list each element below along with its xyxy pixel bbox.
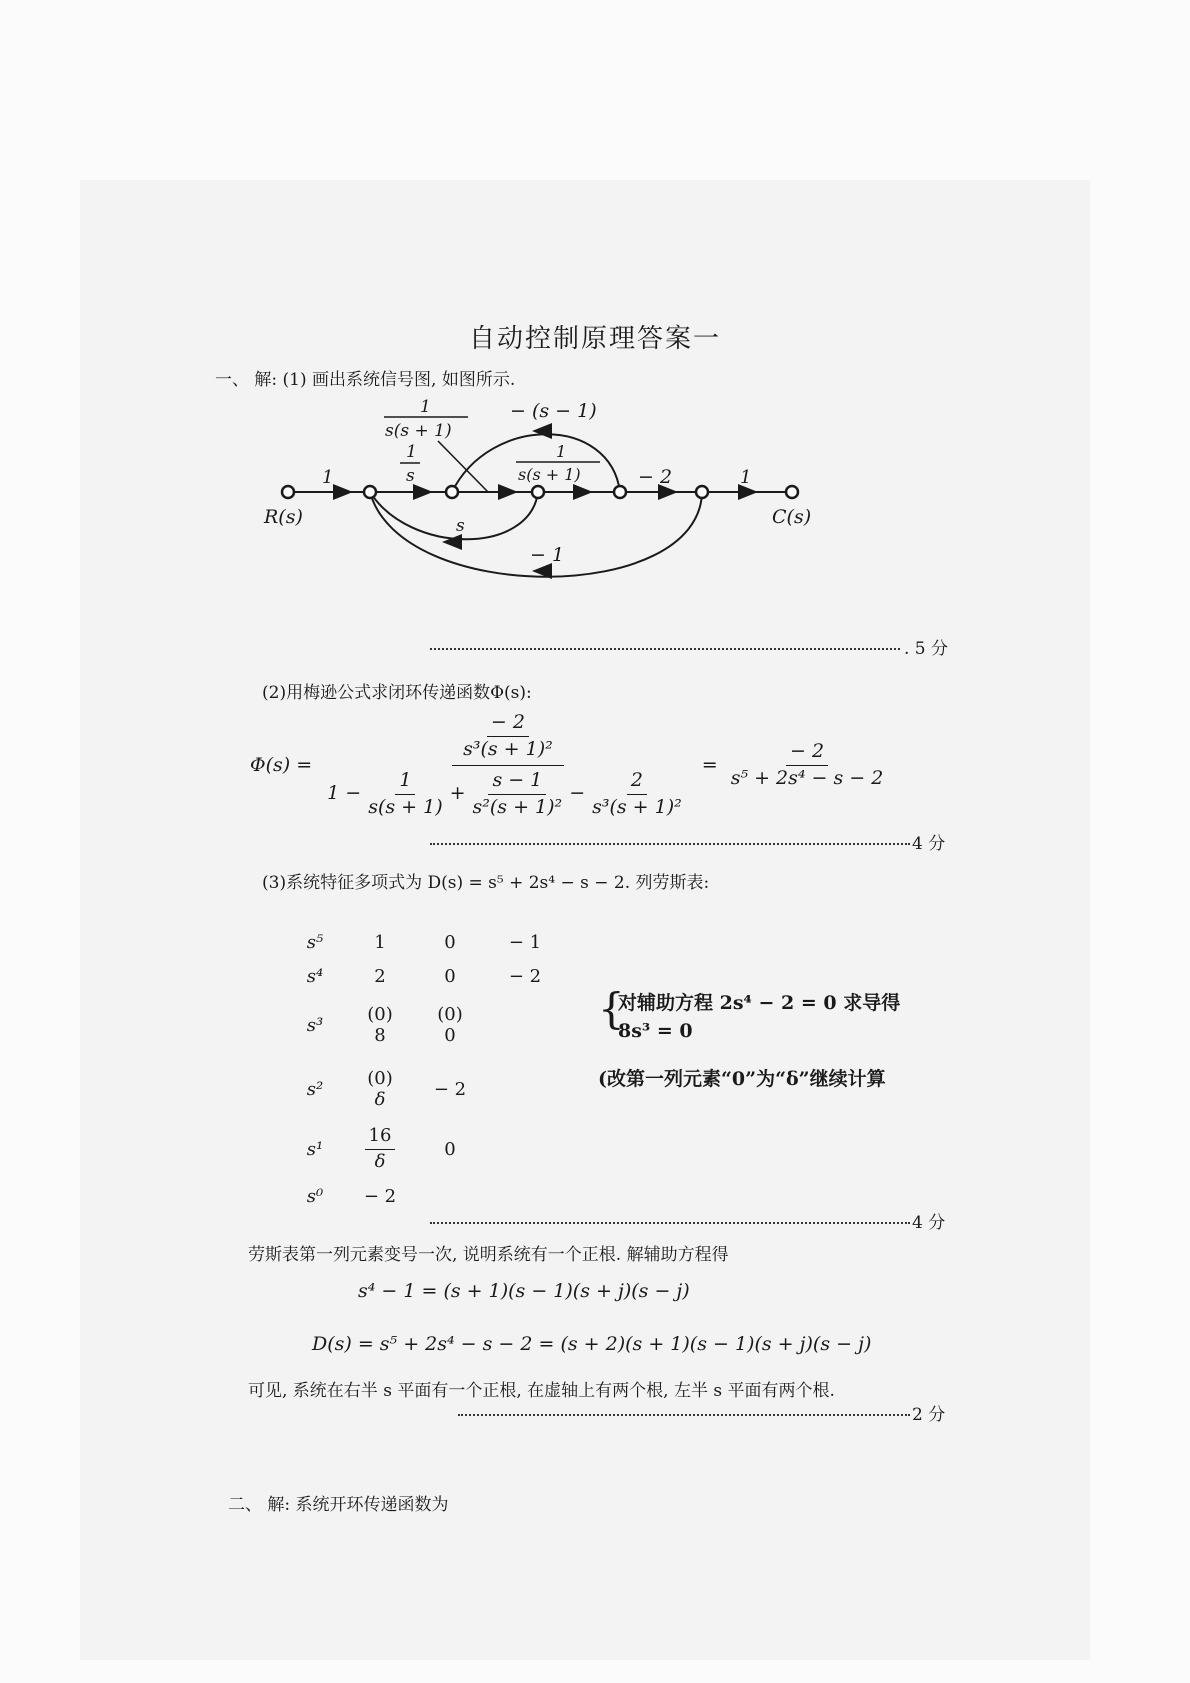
phi-equation <box>250 712 890 818</box>
score-1: . 5 分 <box>904 639 949 659</box>
phi-den-minus: − <box>569 782 586 805</box>
phi-big-fraction <box>323 712 693 818</box>
phi-rhs-fraction <box>727 741 888 790</box>
label-minus1: − 1 <box>530 544 565 566</box>
phi-rhs-den: s⁵ + 2s⁴ − s − 2 <box>730 766 884 789</box>
label-branch-1-out: 1 <box>740 467 752 488</box>
phi-rhs-num: − 2 <box>786 741 828 766</box>
routh-row: s¹ $\frac{16}{\delta}$ 0 <box>306 1124 456 1172</box>
label-branch-upper-den: s(s + 1) <box>385 421 452 441</box>
label-input: R(s) <box>264 506 303 528</box>
routh-row: s⁴ 2 0 − 2 <box>306 965 542 987</box>
label-branch-1-in: 1 <box>322 467 334 488</box>
routh-row: s² (0) δ − 2 <box>306 1068 467 1110</box>
node-3 <box>532 486 544 498</box>
routh-note-delta: (改第一列元素“0”为“δ”继续计算 <box>598 1068 886 1090</box>
conclusion-2: 可见, 系统在右半 s 平面有一个正根, 在虚轴上有两个根, 左半 s 平面有两个根. <box>248 1381 835 1401</box>
score-leader-4 <box>458 1414 910 1416</box>
phi-den-term3: $\frac{2}{\text{s³(s + 1)²}}$ <box>592 768 682 818</box>
score-leader-3 <box>430 1222 910 1224</box>
score-leader-1 <box>430 648 900 650</box>
part3-heading: (3)系统特征多项式为 D(s) = s⁵ + 2s⁴ − s − 2. 列劳斯表: <box>262 873 710 893</box>
part2-heading: (2)用梅逊公式求闭环传递函数Φ(s): <box>262 683 532 703</box>
brace-icon: { <box>598 984 625 1033</box>
routh-row: s⁵ 1 0 − 1 <box>306 931 542 953</box>
label-branch-inv-s-num: 1 <box>406 442 417 462</box>
label-minus2: − 2 <box>638 466 673 488</box>
phi-den-plus: + <box>449 782 466 805</box>
phi-num-fraction <box>459 712 557 761</box>
routh-row: s⁰ − 2 <box>306 1185 397 1207</box>
phi-den-term2: $\frac{s - 1}{\text{s²(s + 1)²}}$ <box>472 768 563 818</box>
label-branch-mid-num: 1 <box>556 442 567 461</box>
routh-note-aux-1: 对辅助方程 2s⁴ − 2 = 0 求导得 <box>618 992 901 1014</box>
conclusion-1: 劳斯表第一列元素变号一次, 说明系统有一个正根. 解辅助方程得 <box>248 1245 729 1265</box>
label-branch-upper-num: 1 <box>420 397 431 417</box>
score-3: 4 分 <box>912 1213 946 1233</box>
phi-eq-sign: = <box>701 754 718 777</box>
label-branch-inv-s-den: s <box>406 466 415 486</box>
page-title: 自动控制原理答案一 <box>468 324 721 354</box>
routh-row: s³ (0) 8 (0) 0 <box>306 1004 463 1046</box>
node-input <box>282 486 294 498</box>
phi-den-one-minus: 1 − <box>327 782 362 805</box>
label-feedback-top: − (s − 1) <box>510 400 597 422</box>
signal-flow-graph <box>260 395 840 585</box>
label-branch-mid-den: s(s + 1) <box>518 465 581 484</box>
node-1 <box>364 486 376 498</box>
score-4: 2 分 <box>912 1405 946 1425</box>
phi-num-top: − 2 <box>487 712 529 737</box>
phi-den-term1: $\frac{1}{s(s + 1)}$ <box>368 768 443 818</box>
label-branch-s: s <box>456 516 465 536</box>
char-poly-factored: D(s) = s⁵ + 2s⁴ − s − 2 = (s + 2)(s + 1)(s − 1)(s + j)(s − j) <box>312 1333 872 1355</box>
node-4 <box>614 486 626 498</box>
phi-num-bottom: s³(s + 1)² <box>463 737 553 760</box>
routh-note-aux-2: 8s³ = 0 <box>618 1020 693 1042</box>
phi-lhs: Φ(s) = <box>250 754 313 777</box>
routh-table <box>285 925 565 1215</box>
score-leader-2 <box>430 843 910 845</box>
aux-equation: s⁴ − 1 = (s + 1)(s − 1)(s + j)(s − j) <box>358 1280 690 1302</box>
label-output: C(s) <box>772 506 812 528</box>
section1-heading: 一、 解: (1) 画出系统信号图, 如图所示. <box>215 370 516 390</box>
node-5 <box>696 486 708 498</box>
node-output <box>786 486 798 498</box>
score-2: 4 分 <box>912 834 946 854</box>
diagonal-branch <box>438 441 488 492</box>
node-2 <box>446 486 458 498</box>
section2-heading: 二、 解: 系统开环传递函数为 <box>228 1495 449 1515</box>
